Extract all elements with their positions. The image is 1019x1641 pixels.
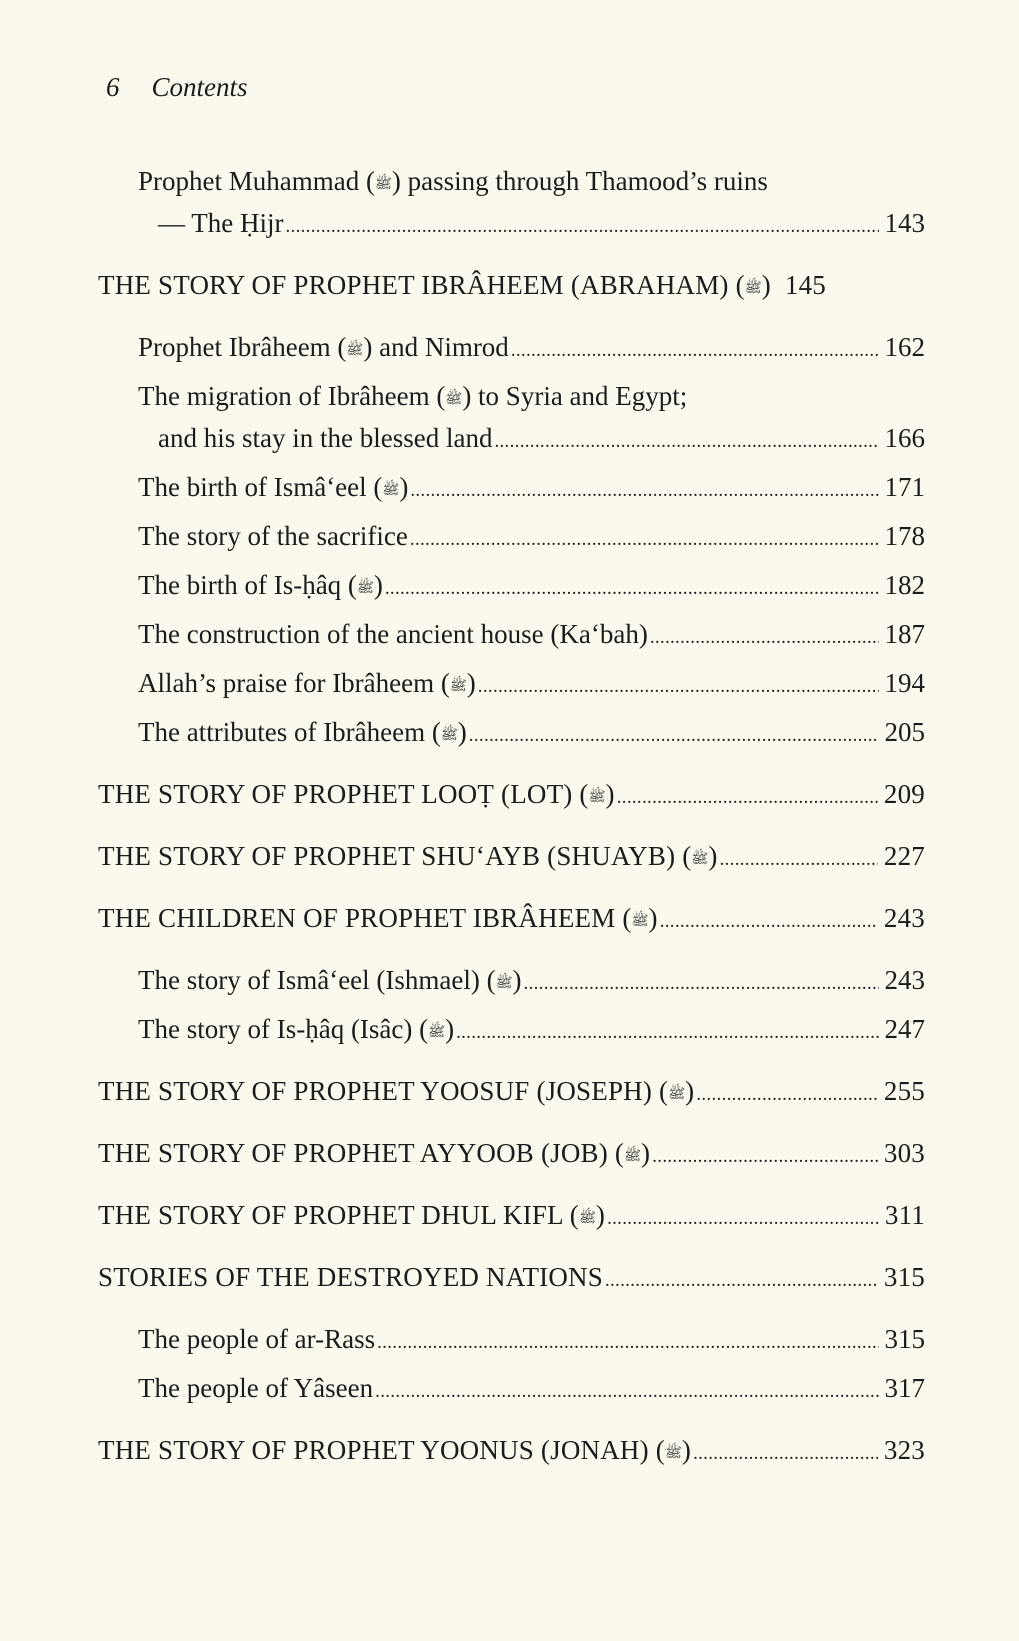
dot-leader [377, 1320, 878, 1362]
toc-entry[interactable] [98, 713, 925, 755]
toc-entry-page: 243 [884, 965, 925, 995]
honorific-symbol: ﷺ [664, 1446, 682, 1461]
honorific-symbol: ﷺ [495, 976, 513, 991]
toc-entry-title: The attributes of Ibrâheem (ﷺ) [138, 713, 467, 755]
toc-entry-line1: The migration of Ibrâheem (ﷺ) to Syria and Egypt; [98, 377, 925, 419]
toc-entry-page: 162 [884, 332, 925, 362]
toc-entry[interactable] [98, 328, 925, 370]
honorific-symbol: ﷺ [382, 483, 400, 498]
toc-chapter-title: STORIES OF THE DESTROYED NATIONS [98, 1262, 603, 1292]
toc-entry-page: 194 [884, 668, 925, 698]
dot-leader [696, 1072, 878, 1114]
honorific-symbol: ﷺ [691, 852, 709, 867]
honorific-symbol: ﷺ [668, 1087, 686, 1102]
toc-chapter[interactable] [98, 1134, 925, 1176]
toc-entry-title: The people of ar-Rass [138, 1324, 376, 1354]
honorific-symbol: ﷺ [445, 392, 463, 407]
toc-chapter-title: THE STORY OF PROPHET AYYOOB (JOB) (ﷺ) [98, 1134, 650, 1176]
honorific-symbol: ﷺ [631, 914, 649, 929]
dot-leader [607, 1196, 879, 1238]
toc-entry[interactable] [98, 664, 925, 706]
toc-entry[interactable] [98, 419, 925, 461]
toc-chapter[interactable] [98, 1196, 925, 1238]
honorific-symbol: ﷺ [356, 581, 374, 596]
toc-chapter-title: THE STORY OF PROPHET LOOṬ (LOT) (ﷺ) [98, 775, 615, 817]
toc-entry[interactable] [98, 1369, 925, 1411]
toc-chapter-page: 303 [883, 1138, 925, 1168]
dot-leader [720, 837, 878, 879]
toc-entry-title: The story of the sacrifice [138, 521, 408, 551]
toc-chapter-page: 255 [883, 1076, 925, 1106]
toc-chapter-title: THE CHILDREN OF PROPHET IBRÂHEEM (ﷺ) [98, 899, 658, 941]
toc-entry-page: 182 [884, 570, 925, 600]
header-title: Contents [151, 72, 248, 102]
dot-leader [494, 419, 878, 461]
honorific-symbol: ﷺ [440, 728, 458, 743]
toc-chapter-page: 209 [883, 779, 925, 809]
toc-entry-page: 178 [884, 521, 925, 551]
running-header [106, 72, 248, 103]
dot-leader [650, 615, 879, 657]
toc-entry-page: 317 [884, 1373, 925, 1403]
toc-chapter-title: THE STORY OF PROPHET IBRÂHEEM (ABRAHAM) (ﷺ) [98, 266, 771, 308]
toc-chapter[interactable] [98, 775, 925, 817]
toc-entry-page: 205 [884, 717, 925, 747]
dot-leader [285, 204, 878, 246]
toc-entry[interactable] [98, 204, 925, 246]
toc-entry-title: The birth of Is-ḥâq (ﷺ) [138, 566, 383, 608]
toc-chapter-page: 243 [883, 903, 925, 933]
toc-chapter[interactable] [98, 837, 925, 879]
toc-entry-title: — The Ḥijr [158, 208, 284, 238]
toc-entry[interactable] [98, 517, 925, 559]
toc-entry-page: 187 [884, 619, 925, 649]
toc-chapter-title: THE STORY OF PROPHET YOONUS (JONAH) (ﷺ) [98, 1431, 691, 1473]
dot-leader [478, 664, 879, 706]
dot-leader [410, 468, 878, 510]
toc-entry-title: The story of Ismâ‘eel (Ishmael) (ﷺ) [138, 961, 522, 1003]
toc-chapter[interactable] [98, 1072, 925, 1114]
dot-leader [385, 566, 879, 608]
honorific-symbol: ﷺ [374, 177, 392, 192]
honorific-symbol: ﷺ [449, 679, 467, 694]
toc-entry[interactable] [98, 566, 925, 608]
page-number: 6 [106, 72, 120, 102]
toc-entry-title: The people of Yâseen [138, 1373, 374, 1403]
dot-leader [511, 328, 879, 370]
dot-leader [652, 1134, 878, 1176]
toc-chapter[interactable] [98, 266, 925, 308]
toc-entry-page: 166 [884, 423, 925, 453]
toc-chapter-page: 227 [883, 841, 925, 871]
toc-entry-page: 315 [884, 1324, 925, 1354]
toc-entry-page: 171 [884, 472, 925, 502]
dot-leader [410, 517, 879, 559]
dot-leader [469, 713, 879, 755]
toc-entry[interactable] [98, 468, 925, 510]
dot-leader [660, 899, 878, 941]
toc-chapter-title: THE STORY OF PROPHET YOOSUF (JOSEPH) (ﷺ) [98, 1072, 694, 1114]
dot-leader [693, 1431, 878, 1473]
honorific-symbol: ﷺ [624, 1149, 642, 1164]
toc-chapter-page: 323 [883, 1435, 925, 1465]
toc-entry-line1: Prophet Muhammad (ﷺ) passing through Thamood’s ruins [98, 162, 925, 204]
toc-entry[interactable] [98, 961, 925, 1003]
toc-chapter[interactable] [98, 899, 925, 941]
honorific-symbol: ﷺ [428, 1025, 446, 1040]
toc-chapter[interactable] [98, 1258, 925, 1300]
honorific-symbol: ﷺ [578, 1211, 596, 1226]
toc-entry-title: Allah’s praise for Ibrâheem (ﷺ) [138, 664, 476, 706]
dot-leader [456, 1010, 878, 1052]
toc-chapter-page: 145 [784, 270, 826, 300]
toc-entry-page: 247 [884, 1014, 925, 1044]
honorific-symbol: ﷺ [744, 281, 762, 296]
honorific-symbol: ﷺ [588, 790, 606, 805]
honorific-symbol: ﷺ [346, 343, 364, 358]
toc-entry-page: 143 [884, 208, 925, 238]
table-of-contents [98, 162, 925, 1473]
toc-chapter-page: 311 [884, 1200, 925, 1230]
toc-entry[interactable] [98, 615, 925, 657]
toc-entry-title: The birth of Ismâ‘eel (ﷺ) [138, 468, 408, 510]
dot-leader [617, 775, 878, 817]
toc-chapter-title: THE STORY OF PROPHET SHU‘AYB (SHUAYB) (ﷺ) [98, 837, 718, 879]
toc-entry[interactable] [98, 1010, 925, 1052]
toc-entry[interactable] [98, 1320, 925, 1362]
toc-entry-title: Prophet Ibrâheem (ﷺ) and Nimrod [138, 328, 509, 370]
toc-chapter-title: THE STORY OF PROPHET DHUL KIFL (ﷺ) [98, 1196, 605, 1238]
dot-leader [605, 1258, 878, 1300]
toc-entry-title: The story of Is-ḥâq (Isâc) (ﷺ) [138, 1010, 454, 1052]
toc-entry-title: The construction of the ancient house (Ka‘bah) [138, 619, 648, 649]
toc-entry-title: and his stay in the blessed land [158, 423, 493, 453]
toc-chapter-page: 315 [883, 1262, 925, 1292]
toc-chapter[interactable] [98, 1431, 925, 1473]
dot-leader [524, 961, 879, 1003]
dot-leader [375, 1369, 878, 1411]
